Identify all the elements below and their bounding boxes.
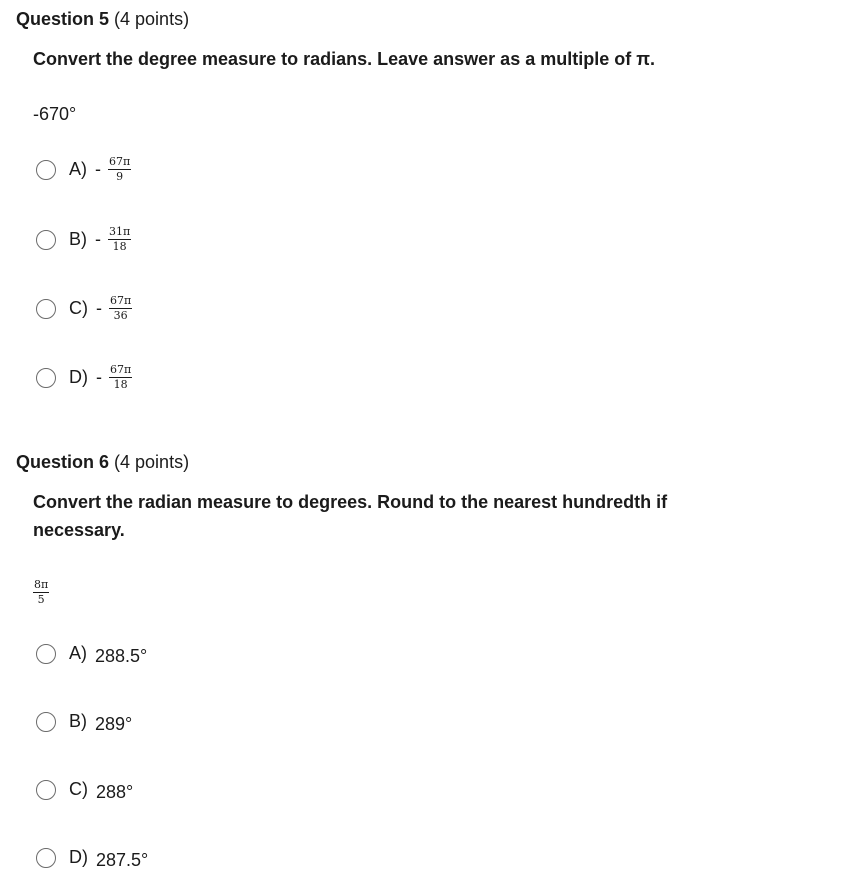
question-5-prompt: Convert the degree measure to radians. Leave answer as a multiple of π.: [33, 49, 655, 69]
q5-option-a-sign: -: [95, 159, 101, 179]
q6-option-b-letter: B): [69, 711, 87, 731]
q5-option-a-letter: A): [69, 159, 87, 179]
q6-option-c-letter: C): [69, 779, 88, 799]
question-6-radian-value: [33, 572, 49, 606]
q5-option-a-denominator: 9: [116, 170, 124, 183]
q5-option-b-denominator: 18: [112, 240, 127, 253]
question-6-title: Question 6: [16, 452, 110, 472]
q5-option-a-numerator: 67π: [109, 155, 131, 168]
q6-option-a[interactable]: [36, 640, 147, 667]
q5-option-b-letter: B): [69, 229, 87, 249]
question-6-prompt: Convert the radian measure to degrees. Round to the nearest hundredth if necessary.: [33, 492, 668, 540]
q5-option-a[interactable]: [36, 156, 131, 183]
q6-option-a-letter: A): [69, 643, 87, 663]
q5-option-c-sign: -: [96, 298, 102, 318]
question-5-points: (4 points): [114, 9, 190, 29]
q6-option-c[interactable]: [36, 776, 133, 803]
q6-option-d-radio[interactable]: [36, 848, 56, 868]
q5-option-b-numerator: 31π: [109, 225, 131, 238]
q6-option-b-value: 289°: [95, 714, 133, 734]
q6-option-d[interactable]: [36, 844, 148, 871]
q5-option-c-fraction: [109, 295, 132, 322]
q5-option-d-letter: D): [69, 367, 88, 387]
q6-option-c-value: 288°: [96, 782, 134, 802]
q5-option-a-fraction: [108, 156, 131, 183]
q5-option-b-radio[interactable]: [36, 230, 56, 250]
question-6-header: [16, 452, 189, 473]
question-5-degree-value: -670°: [33, 104, 77, 124]
q6-option-b-radio[interactable]: [36, 712, 56, 732]
q5-option-c[interactable]: [36, 295, 132, 322]
q5-option-b[interactable]: [36, 226, 131, 253]
question-6-points: (4 points): [114, 452, 190, 472]
q5-option-d-numerator: 67π: [110, 363, 132, 376]
q5-option-c-radio[interactable]: [36, 299, 56, 319]
q5-option-c-denominator: 36: [113, 309, 128, 322]
q5-option-a-radio[interactable]: [36, 160, 56, 180]
q6-option-d-letter: D): [69, 847, 88, 867]
question-5-header: [16, 9, 189, 30]
q6-option-c-radio[interactable]: [36, 780, 56, 800]
question-6-denominator: 5: [37, 593, 45, 606]
q5-option-d-denominator: 18: [113, 378, 128, 391]
q5-option-d-radio[interactable]: [36, 368, 56, 388]
q5-option-d-fraction: [109, 364, 132, 391]
question-5-title: Question 5: [16, 9, 110, 29]
q5-option-d[interactable]: [36, 364, 132, 391]
q5-option-b-fraction: [108, 226, 131, 253]
q5-option-c-letter: C): [69, 298, 88, 318]
q5-option-b-sign: -: [95, 229, 101, 249]
q6-option-a-value: 288.5°: [95, 646, 148, 666]
q6-option-a-radio[interactable]: [36, 644, 56, 664]
question-6-fraction: [33, 579, 49, 606]
q5-option-c-numerator: 67π: [110, 294, 132, 307]
question-6-numerator: 8π: [34, 578, 49, 591]
q6-option-d-value: 287.5°: [96, 850, 149, 870]
q5-option-d-sign: -: [96, 367, 102, 387]
q6-option-b[interactable]: [36, 708, 132, 735]
